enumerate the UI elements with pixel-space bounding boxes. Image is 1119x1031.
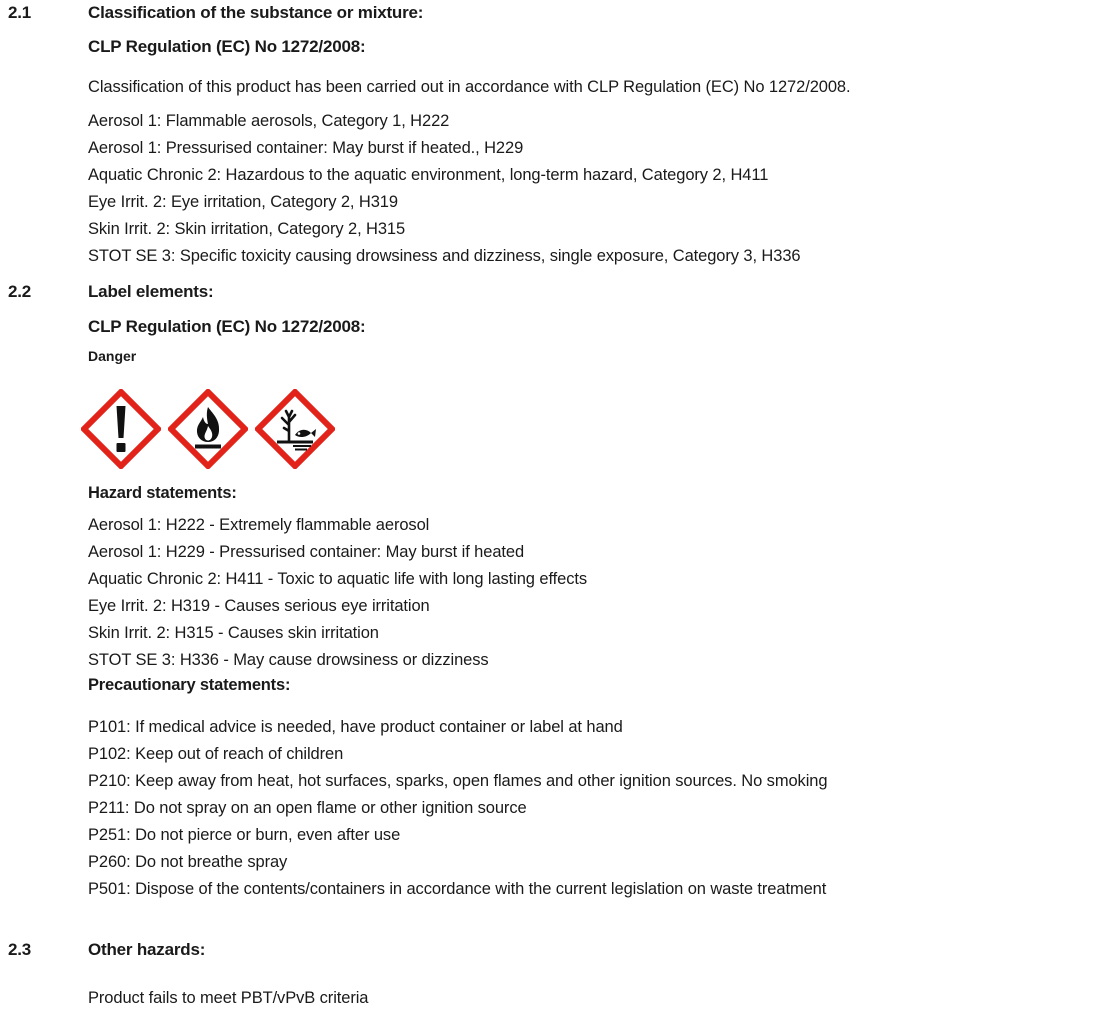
list-item: STOT SE 3: Specific toxicity causing drowsiness and dizziness, single exposure, Category 3, H336 — [88, 247, 801, 265]
classification-intro: Classification of this product has been carried out in accordance with CLP Regulation (EC) No 1272/2008. — [88, 78, 851, 96]
list-item: Aerosol 1: H229 - Pressurised container: May burst if heated — [88, 543, 525, 561]
list-item: Aerosol 1: Flammable aerosols, Category 1, H222 — [88, 112, 450, 130]
section-2-3-heading — [8, 940, 205, 960]
list-item: Aquatic Chronic 2: Hazardous to the aquatic environment, long-term hazard, Category 2, H411 — [88, 166, 769, 184]
signal-word: Danger — [88, 348, 137, 364]
clp-regulation-heading: CLP Regulation (EC) No 1272/2008: — [88, 37, 366, 56]
list-item: P251: Do not pierce or burn, even after use — [88, 826, 401, 844]
classification-list — [88, 108, 800, 270]
list-item: P211: Do not spray on an open flame or other ignition source — [88, 799, 527, 817]
hazard-statements-heading: Hazard statements: — [88, 484, 237, 502]
section-2-2-heading — [8, 282, 214, 302]
ghs-exclamation-mark-icon — [81, 389, 161, 469]
section-title: Classification of the substance or mixture: — [88, 3, 424, 22]
precautionary-statements-list — [88, 714, 827, 903]
ghs-environment-icon — [255, 389, 335, 469]
list-item: P210: Keep away from heat, hot surfaces, sparks, open flames and other ignition sources. No smoking — [88, 772, 828, 790]
list-item: Aerosol 1: Pressurised container: May burst if heated., H229 — [88, 139, 524, 157]
section-title: Other hazards: — [88, 940, 206, 959]
ghs-flame-icon — [168, 389, 248, 469]
clp-regulation-heading: CLP Regulation (EC) No 1272/2008: — [88, 317, 366, 336]
list-item: Skin Irrit. 2: Skin irritation, Category 2, H315 — [88, 220, 406, 238]
list-item: P501: Dispose of the contents/containers in accordance with the current legislation on waste treatment — [88, 880, 827, 898]
list-item: Skin Irrit. 2: H315 - Causes skin irritation — [88, 624, 379, 642]
precautionary-statements-heading: Precautionary statements: — [88, 676, 291, 694]
list-item: P102: Keep out of reach of children — [88, 745, 344, 763]
section-number: 2.3 — [8, 940, 32, 959]
list-item: P260: Do not breathe spray — [88, 853, 288, 871]
list-item: Eye Irrit. 2: H319 - Causes serious eye irritation — [88, 597, 430, 615]
list-item: STOT SE 3: H336 - May cause drowsiness or dizziness — [88, 651, 489, 669]
section-number: 2.2 — [8, 282, 32, 301]
hazard-statements-list — [88, 512, 587, 674]
other-hazards-text: Product fails to meet PBT/vPvB criteria — [88, 989, 369, 1007]
list-item: Eye Irrit. 2: Eye irritation, Category 2, H319 — [88, 193, 398, 211]
list-item: P101: If medical advice is needed, have product container or label at hand — [88, 718, 623, 736]
list-item: Aquatic Chronic 2: H411 - Toxic to aquatic life with long lasting effects — [88, 570, 587, 588]
section-2-1-heading — [8, 3, 423, 23]
section-title: Label elements: — [88, 282, 214, 301]
section-number: 2.1 — [8, 3, 32, 22]
list-item: Aerosol 1: H222 - Extremely flammable aerosol — [88, 516, 430, 534]
